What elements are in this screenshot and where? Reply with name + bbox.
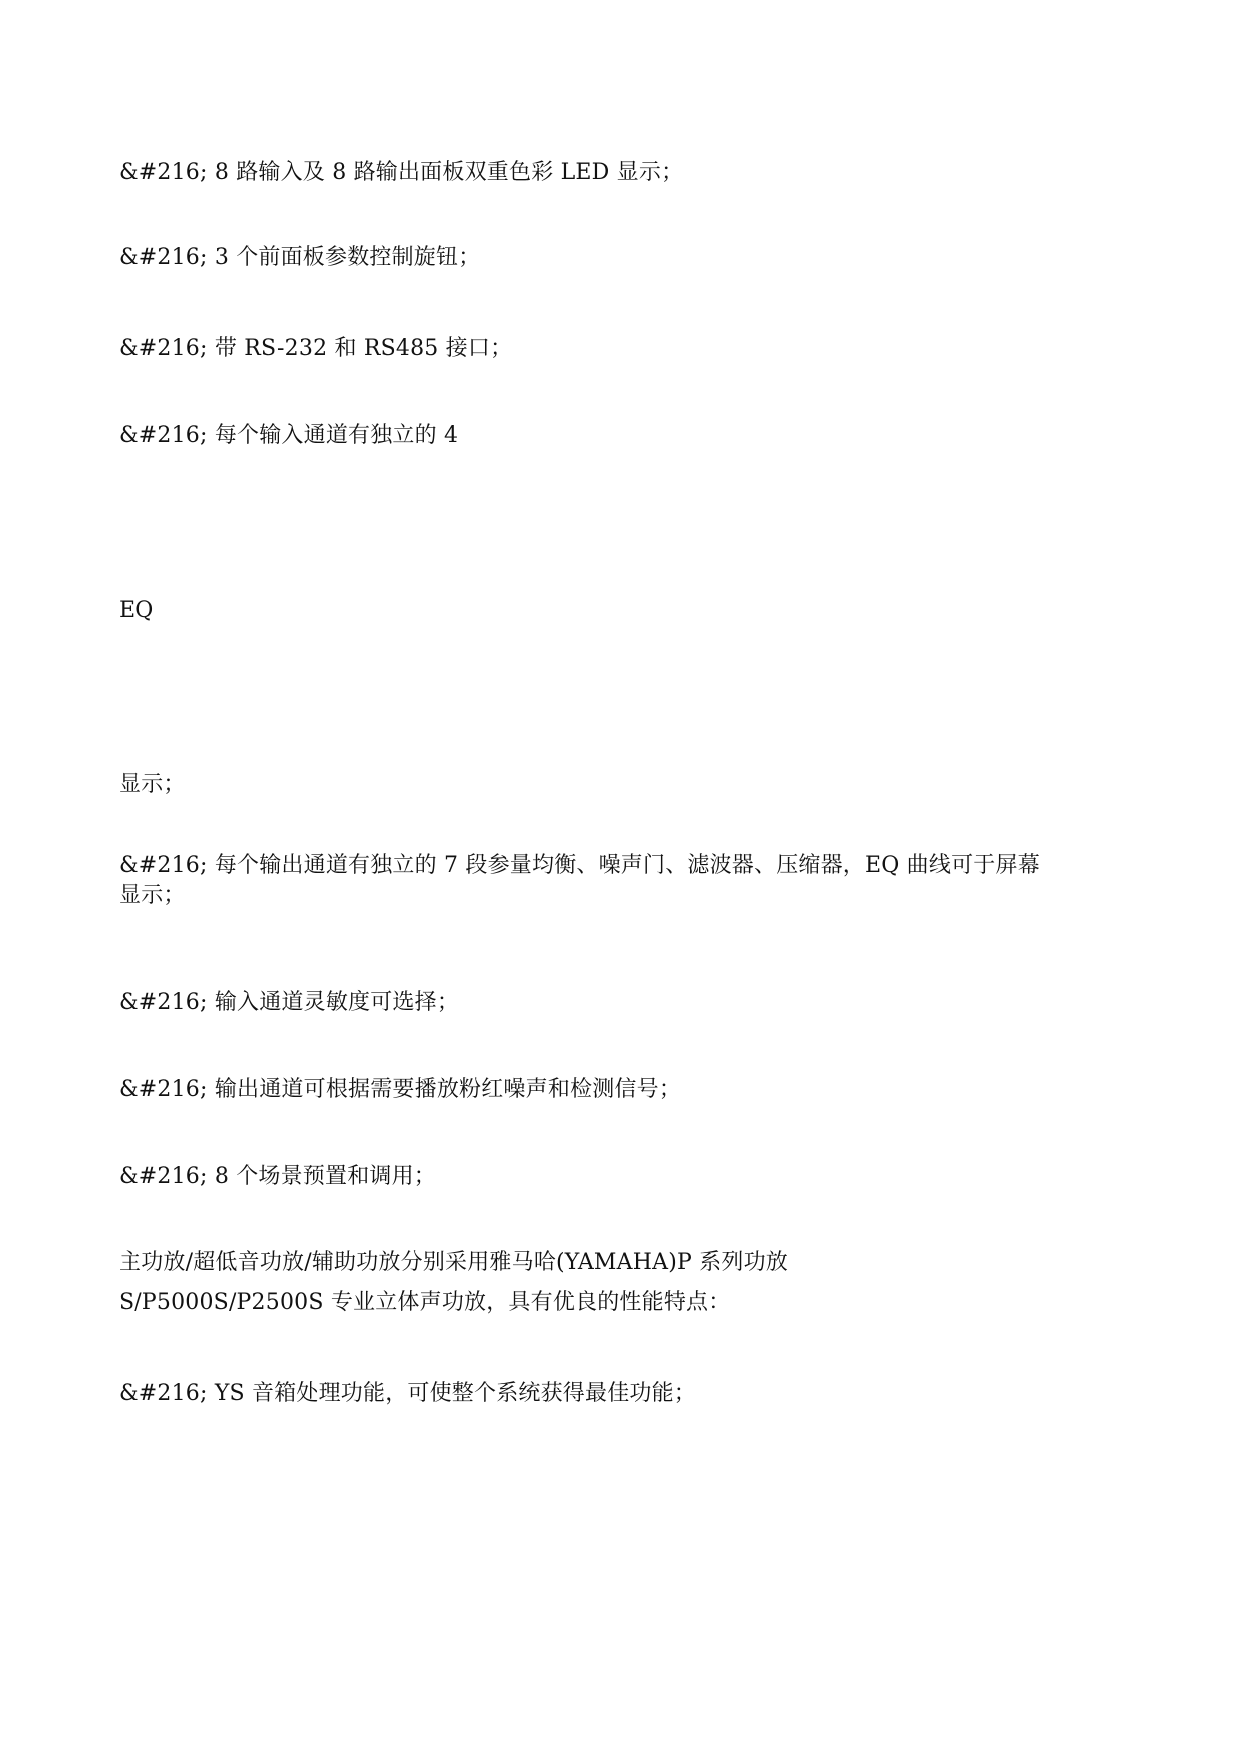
bullet-output-channel-line-1: &#216; 每个输出通道有独立的 7 段参量均衡、噪声门、滤波器、压缩器，EQ 曲线可于屏幕 xyxy=(119,853,1040,878)
display-text: 显示； xyxy=(119,772,186,797)
bullet-interfaces: &#216; 带 RS-232 和 RS485 接口； xyxy=(119,336,513,361)
amplifier-line-1: 主功放/超低音功放/辅助功放分别采用雅马哈(YAMAHA)P 系列功放 xyxy=(119,1250,788,1275)
bullet-output-channel-line-2: 显示； xyxy=(119,883,186,908)
amplifier-paragraph xyxy=(119,1237,1129,1329)
bullet-scene-presets: &#216; 8 个场景预置和调用； xyxy=(119,1164,437,1189)
eq-label: EQ xyxy=(119,598,154,623)
bullet-control-knobs: &#216; 3 个前面板参数控制旋钮； xyxy=(119,245,481,270)
bullet-output-test-signal: &#216; 输出通道可根据需要播放粉红噪声和检测信号； xyxy=(119,1077,682,1102)
bullet-output-channel-paragraph xyxy=(119,840,1129,922)
bullet-led-display: &#216; 8 路输入及 8 路输出面板双重色彩 LED 显示； xyxy=(119,160,684,185)
amplifier-line-2: S/P5000S/P2500S 专业立体声功放，具有优良的性能特点： xyxy=(119,1290,731,1315)
bullet-input-sensitivity: &#216; 输入通道灵敏度可选择； xyxy=(119,990,460,1015)
bullet-speaker-processing: &#216; YS 音箱处理功能，可使整个系统获得最佳功能； xyxy=(119,1381,697,1406)
bullet-input-channel: &#216; 每个输入通道有独立的 4 xyxy=(119,423,459,448)
